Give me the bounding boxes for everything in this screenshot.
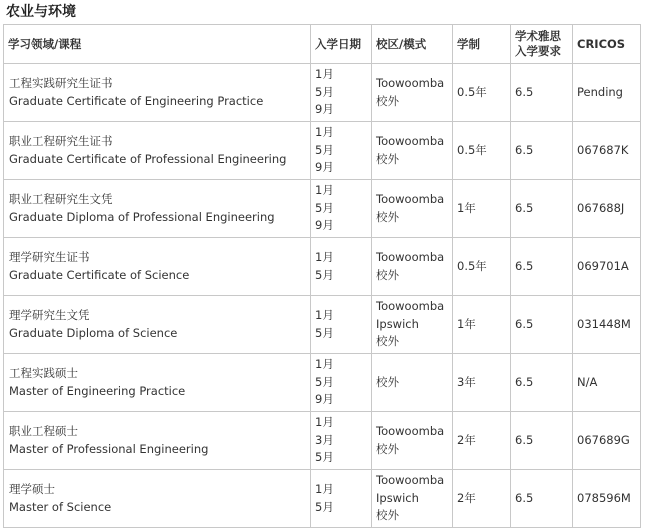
intake-month: 1月 (315, 250, 334, 264)
course-name-cn: 工程实践硕士 (9, 366, 78, 380)
course-cell (4, 470, 311, 528)
cricos-cell: N/A (573, 354, 641, 412)
table-row (4, 412, 641, 470)
course-name-cn: 工程实践研究生证书 (9, 76, 113, 90)
intake-month: 5月 (315, 374, 334, 389)
campus-mode: Toowoomba (376, 76, 445, 90)
campus-cell (372, 238, 453, 296)
campus-mode: 校外 (376, 374, 399, 389)
course-name-en: Master of Engineering Practice (9, 383, 186, 398)
cricos-cell: 069701A (573, 238, 641, 296)
table-row (4, 296, 641, 354)
header-campus: 校区/模式 (372, 25, 453, 64)
ielts-cell: 6.5 (511, 122, 573, 180)
cricos-cell: 067687K (573, 122, 641, 180)
cricos-cell: 067689G (573, 412, 641, 470)
campus-mode: 校外 (376, 93, 399, 108)
course-cell (4, 238, 311, 296)
intake-month: 1月 (315, 308, 334, 322)
intake-cell (311, 122, 372, 180)
intake-cell (311, 238, 372, 296)
table-row (4, 122, 641, 180)
intake-month: 5月 (315, 325, 334, 340)
course-name-en: Graduate Diploma of Science (9, 325, 178, 340)
intake-month: 5月 (315, 142, 334, 157)
header-duration: 学制 (453, 25, 511, 64)
campus-mode: 校外 (376, 209, 399, 224)
course-cell (4, 296, 311, 354)
course-name-cn: 职业工程研究生文凭 (9, 192, 113, 206)
course-name-en: Graduate Certificate of Professional Engineering (9, 151, 287, 166)
intake-month: 1月 (315, 183, 334, 198)
table-body (4, 64, 641, 528)
intake-cell (311, 64, 372, 122)
campus-cell (372, 122, 453, 180)
table-row (4, 180, 641, 238)
header-intake: 入学日期 (311, 25, 372, 64)
duration-cell: 0.5年 (453, 64, 511, 122)
intake-month: 9月 (315, 218, 334, 233)
ielts-cell: 6.5 (511, 64, 573, 122)
campus-mode: Toowoomba (376, 134, 445, 148)
intake-month: 1月 (315, 357, 334, 372)
intake-month: 9月 (315, 160, 334, 175)
campus-mode: Ipswich (376, 490, 419, 505)
table-row (4, 238, 641, 296)
intake-month: 3月 (315, 432, 334, 447)
intake-cell (311, 470, 372, 528)
ielts-cell: 6.5 (511, 296, 573, 354)
course-name-en: Master of Science (9, 499, 112, 514)
duration-cell: 0.5年 (453, 238, 511, 296)
cricos-cell: 078596M (573, 470, 641, 528)
ielts-cell: 6.5 (511, 238, 573, 296)
course-cell (4, 64, 311, 122)
campus-cell (372, 180, 453, 238)
ielts-cell: 6.5 (511, 354, 573, 412)
table-row (4, 470, 641, 528)
ielts-cell: 6.5 (511, 412, 573, 470)
header-ielts (511, 25, 573, 64)
ielts-cell: 6.5 (511, 180, 573, 238)
campus-cell (372, 412, 453, 470)
intake-month: 1月 (315, 125, 334, 140)
campus-mode: Toowoomba (376, 473, 445, 488)
duration-cell: 2年 (453, 470, 511, 528)
header-ielts-line2: 入学要求 (515, 44, 561, 58)
header-cricos: CRICOS (573, 25, 641, 64)
intake-month: 5月 (315, 84, 334, 99)
table-row (4, 354, 641, 412)
ielts-cell: 6.5 (511, 470, 573, 528)
campus-mode: Toowoomba (376, 250, 445, 264)
intake-cell (311, 180, 372, 238)
table-header (4, 25, 641, 64)
intake-month: 5月 (315, 200, 334, 215)
campus-mode: 校外 (376, 267, 399, 282)
course-name-cn: 职业工程硕士 (9, 424, 78, 438)
campus-mode: Toowoomba (376, 424, 445, 438)
intake-month: 5月 (315, 267, 334, 282)
campus-mode: 校外 (376, 151, 399, 166)
intake-cell (311, 354, 372, 412)
cricos-cell: Pending (573, 64, 641, 122)
intake-month: 1月 (315, 67, 334, 82)
intake-cell (311, 296, 372, 354)
course-name-cn: 理学硕士 (9, 482, 55, 496)
header-ielts-line1: 学术雅思 (515, 29, 561, 43)
intake-cell (311, 412, 372, 470)
course-cell (4, 412, 311, 470)
course-name-en: Graduate Diploma of Professional Engineering (9, 209, 275, 224)
intake-month: 9月 (315, 392, 334, 407)
campus-cell (372, 470, 453, 528)
course-cell (4, 122, 311, 180)
course-name-cn: 理学研究生证书 (9, 250, 90, 264)
intake-month: 5月 (315, 450, 334, 465)
campus-cell (372, 296, 453, 354)
campus-mode: 校外 (376, 508, 399, 523)
course-cell (4, 180, 311, 238)
intake-month: 1月 (315, 482, 334, 496)
campus-mode: Ipswich (376, 316, 419, 331)
duration-cell: 1年 (453, 296, 511, 354)
section-title: 农业与环境 (6, 4, 76, 20)
intake-month: 1月 (315, 415, 334, 430)
cricos-cell: 067688J (573, 180, 641, 238)
course-name-cn: 职业工程研究生证书 (9, 134, 113, 148)
intake-month: 9月 (315, 102, 334, 117)
duration-cell: 2年 (453, 412, 511, 470)
campus-mode: 校外 (376, 441, 399, 456)
header-row (4, 25, 641, 64)
course-name-cn: 理学研究生文凭 (9, 308, 90, 322)
course-name-en: Graduate Certificate of Engineering Practice (9, 93, 264, 108)
campus-cell (372, 354, 453, 412)
campus-mode: Toowoomba (376, 192, 445, 206)
campus-mode: 校外 (376, 334, 399, 349)
header-course: 学习领域/课程 (4, 25, 311, 64)
course-name-en: Master of Professional Engineering (9, 441, 209, 456)
course-name-en: Graduate Certificate of Science (9, 267, 190, 282)
program-table (3, 24, 641, 528)
cricos-cell: 031448M (573, 296, 641, 354)
duration-cell: 1年 (453, 180, 511, 238)
campus-cell (372, 64, 453, 122)
course-cell (4, 354, 311, 412)
campus-mode: Toowoomba (376, 299, 445, 314)
duration-cell: 3年 (453, 354, 511, 412)
intake-month: 5月 (315, 499, 334, 514)
table-row (4, 64, 641, 122)
duration-cell: 0.5年 (453, 122, 511, 180)
